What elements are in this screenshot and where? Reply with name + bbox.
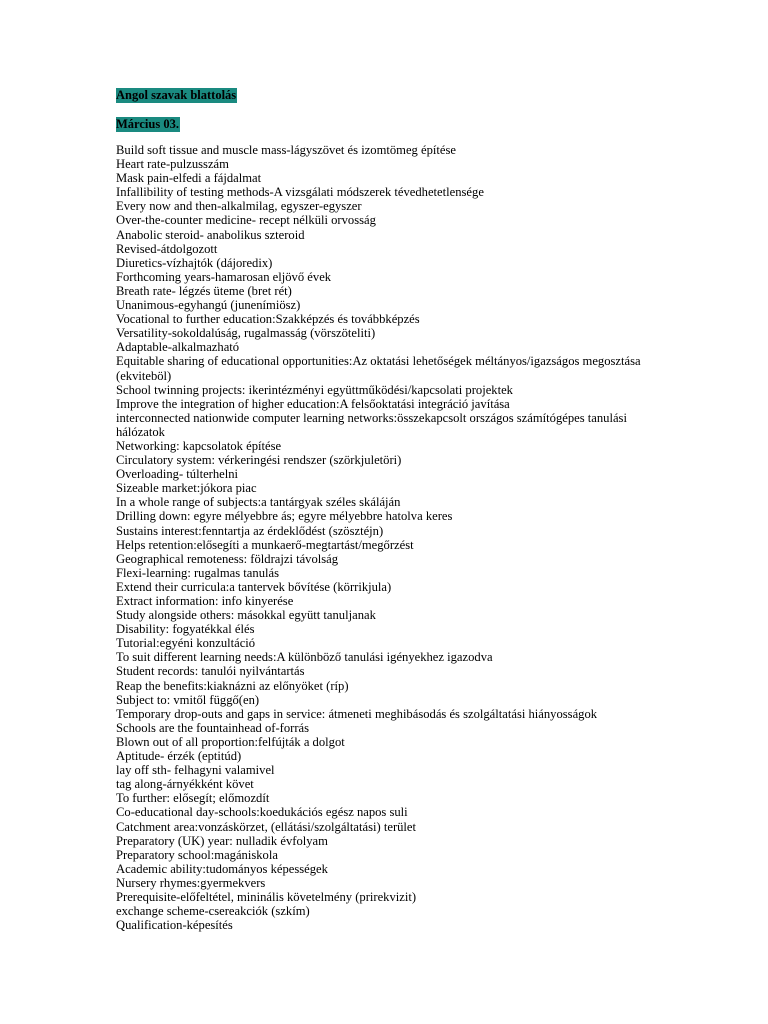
vocabulary-entry: Blown out of all proportion:felfújták a dolgot [116,734,345,749]
vocabulary-entry: interconnected nationwide computer learning networks:összekapcsolt országos számítógépes tanulási hálózatok [116,410,627,439]
vocabulary-entry: Circulatory system: vérkeringési rendszer (szörkjuletöri) [116,453,402,468]
vocabulary-entry: Extract information: info kinyerése [116,594,294,608]
vocabulary-entry: Mask pain-elfedi a fájdalmat [116,171,262,186]
vocabulary-entry: Nursery rhymes:gyermekvers [116,875,266,890]
vocabulary-entry: Preparatory (UK) year: nulladik évfolyam [116,833,328,848]
vocabulary-entry: Breath rate- légzés üteme (bret rét) [116,283,292,298]
vocabulary-entry: Academic ability:tudományos képességek [116,861,328,876]
vocabulary-entry: Qualification-képesítés [116,918,233,933]
vocabulary-entry: Drilling down: egyre mélyebbre ás; egyre mélyebbre hatolva keres [116,509,453,524]
vocabulary-entry: To further: elősegít; előmozdít [116,791,270,806]
document-title: Angol szavak blattolás [116,88,237,102]
vocabulary-entry: Geographical remoteness: földrajzi távolság [116,551,339,566]
vocabulary-entry: Student records: tanulói nyilvántartás [116,664,305,679]
vocabulary-entry: In a whole range of subjects:a tantárgyak széles skáláján [116,495,401,510]
vocabulary-entry: Anabolic steroid- anabolikus szteroid [116,227,305,242]
vocabulary-entry: Schools are the fountainhead of-forrás [116,720,310,735]
vocabulary-entry: exchange scheme-csereakciók (szkím) [116,904,310,919]
vocabulary-entry: Improve the integration of higher education:A felsőoktatási integráció javítása [116,396,510,411]
vocabulary-entry: Catchment area:vonzáskörzet, (ellátási/szolgáltatási) terület [116,819,417,834]
vocabulary-entry: Disability: fogyatékkal élés [116,622,255,637]
vocabulary-entry: Forthcoming years-hamarosan eljövő évek [116,269,332,284]
vocabulary-entry: Reap the benefits:kiaknázni az előnyöket (ríp) [116,678,349,693]
vocabulary-entry: Extend their curricula:a tantervek bővítése (körrikjula) [116,579,392,594]
vocabulary-entry: Sizeable market:jókora piac [116,481,257,496]
vocabulary-entry: Flexi-learning: rugalmas tanulás [116,565,279,580]
vocabulary-entry: tag along-árnyékként követ [116,777,254,792]
vocabulary-entry: Versatility-sokoldalúság, rugalmasság (vörszöteliti) [116,326,376,341]
vocabulary-entry: Heart rate-pulzusszám [116,157,229,172]
vocabulary-entry: Adaptable-alkalmazható [116,340,240,355]
vocabulary-entry: Subject to: vmitől függő(en) [116,692,260,707]
vocabulary-entry: Networking: kapcsolatok építése [116,438,282,453]
vocabulary-entry: Temporary drop-outs and gaps in service: átmeneti meghibásodás és szolgáltatási hiányosságok [116,706,598,721]
document-page [116,86,656,932]
vocabulary-entry: Preparatory school:magániskola [116,847,278,862]
document-date: Március 03. [116,117,179,131]
vocabulary-entry: Build soft tissue and muscle mass-lágyszövet és izomtömeg építése [116,143,456,157]
vocabulary-entry: Unanimous-egyhangú (junenímiösz) [116,298,301,313]
vocabulary-entry: Tutorial:egyéni konzultáció [116,636,256,651]
vocabulary-entry: lay off sth- felhagyni valamivel [116,763,275,778]
vocabulary-entry: Equitable sharing of educational opportunities:Az oktatási lehetőségek méltányos/igazságos megosztása (ekviteböl) [116,354,641,383]
vocabulary-entry: Vocational to further education:Szakképzés és továbbképzés [116,312,420,327]
vocabulary-entry: Over-the-counter medicine- recept nélküli orvosság [116,213,376,228]
vocabulary-entry: Aptitude- érzék (eptitúd) [116,749,242,764]
title-line [116,86,656,101]
vocabulary-entry: Prerequisite-előfeltétel, mininális követelmény (prirekvizit) [116,889,417,904]
vocabulary-entry: Sustains interest:fenntartja az érdeklődést (szösztéjn) [116,523,384,538]
vocabulary-entry: Diuretics-vízhajtók (dájoredix) [116,255,273,270]
vocabulary-entry: Overloading- túlterhelni [116,467,239,482]
vocabulary-entry: Every now and then-alkalmilag, egyszer-egyszer [116,199,362,214]
vocabulary-entry: To suit different learning needs:A különböző tanulási igényekhez igazodva [116,650,493,665]
vocabulary-entry: Helps retention:elősegíti a munkaerő-megtartást/megőrzést [116,537,414,552]
vocabulary-entry: Infallibility of testing methods-A vizsgálati módszerek tévedhetetlensége [116,185,484,200]
date-line [116,115,656,130]
vocabulary-entry: School twinning projects: ikerintézményi együttműködési/kapcsolati projektek [116,382,513,397]
vocabulary-list [116,143,656,932]
vocabulary-entry: Study alongside others: másokkal együtt tanuljanak [116,608,376,623]
vocabulary-entry: Revised-átdolgozott [116,241,218,256]
vocabulary-entry: Co-educational day-schools:koedukációs egész napos suli [116,805,408,820]
